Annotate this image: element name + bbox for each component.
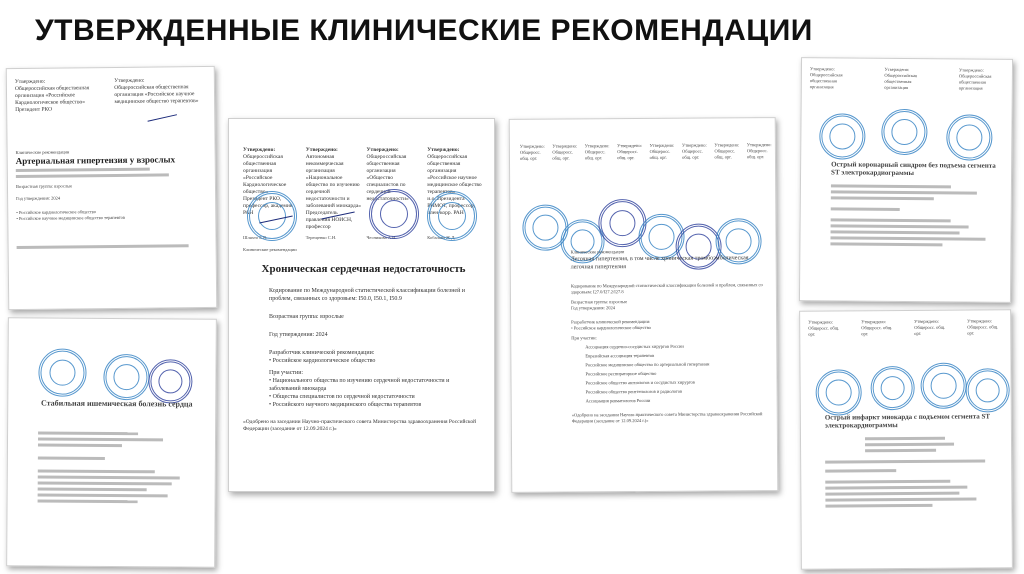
- doc4-approver-col: Утверждено: Общеросс. общ. орг.: [519, 143, 545, 161]
- doc3-approver-2: Утверждено: Автономная некоммерческая организация «Национальное общество по изучению сердечной недостаточности и заболеваний миокарда» Председатель правления НОИСН, профессор: [305, 147, 362, 230]
- doc3-signature-4: Кобалава Ж.Д.: [427, 235, 456, 240]
- doc3-title: Хроническая сердечная недостаточность: [261, 263, 466, 275]
- doc4-approver-col: Утверждено: Общеросс. общ. орг.: [617, 143, 642, 161]
- doc4-title: Легочная гипертензия, в том числе хроническая тромбоэмболическая легочная гипертензия: [570, 255, 749, 271]
- doc5-approver-col: Утверждено: Общероссийская общественная организация: [884, 66, 918, 91]
- stamp: [881, 109, 927, 155]
- doc3-signature-3: Чесникова А.И.: [366, 235, 397, 240]
- doc6-approver-col: Утверждено: Общеросс. общ. орг.: [914, 318, 946, 336]
- doc3-dev: • Российское кардиологическое общество: [269, 358, 376, 364]
- doc4-cr-label: Клинические рекомендации: [570, 249, 625, 255]
- doc6-approver-col: Утверждено: Общеросс. общ. орг.: [967, 318, 999, 336]
- doc3-signature-1: Шляхто Е.В.: [243, 235, 268, 240]
- doc6-approver-col: Утверждено: Общеросс. общ. орг.: [861, 319, 893, 337]
- doc4-approver-col: Утверждено: Общеросс. общ. орг.: [552, 143, 578, 161]
- stamp: [920, 363, 966, 409]
- doc5-approver-col: Утверждено: Общероссийская общественная организация: [958, 67, 992, 91]
- doc4-footer: «Одобрено на заседании Научно-практического совета Министерства здравоохранения Российской Федерации (заседание от 12.09.2024 г.)»: [571, 411, 763, 424]
- doc3-approver-1: Утверждено: Общероссийская общественная организация «Российское Кардиологическое общество» Президент РКО, профессор, академик РАН: [243, 147, 293, 216]
- doc3-cr-label: Клинические рекомендации: [243, 247, 297, 252]
- doc1-age: Возрастная группа: взрослые: [15, 183, 73, 190]
- doc4-approver-col: Утверждено: Общеросс. общ. орг.: [714, 142, 740, 160]
- doc6-title: Острый инфаркт миокарда с подъемом сегмента ST электрокардиограммы: [824, 412, 990, 430]
- doc3-coding: Кодирование по Международной статистической классификации болезней и проблем, связанных со здоровьем: I50.0, I50.1, I50.9: [269, 288, 466, 302]
- doc4-part-5: Российское общество ангиологов и сосудистых хирургов: [585, 379, 695, 386]
- doc3-part-header: При участии:: [269, 370, 304, 376]
- stamp: [966, 368, 1010, 412]
- slide-title: УТВЕРЖДЕННЫЕ КЛИНИЧЕСКИЕ РЕКОМЕНДАЦИИ: [35, 14, 813, 47]
- doc-pulmonary-hypertension: [509, 117, 779, 493]
- doc4-dev-header: Разработчик клинической рекомендации:: [571, 318, 651, 325]
- doc3-approver-4: Утверждено: Общероссийская общественная организация «Российское научное медицинское общество терапевтов» и.о. Президента РНМОТ, профессор, член-корр. РАН: [427, 147, 482, 216]
- stamp: [103, 354, 149, 400]
- doc4-part-2: Евразийская ассоциация терапевтов: [585, 352, 655, 359]
- doc6-approver-col: Утверждено: Общеросс. общ. орг.: [808, 319, 840, 337]
- doc4-part-7: Ассоциация ревматологов России: [585, 397, 651, 404]
- doc1-year: Год утверждения: 2024: [16, 195, 61, 201]
- stamp: [369, 189, 419, 239]
- doc3-dev-header: Разработчик клинической рекомендации:: [269, 350, 375, 356]
- doc4-dev: • Российское кардиологическое общество: [571, 324, 651, 331]
- doc5-approver-col: Утверждено: Общероссийская общественная организация: [809, 66, 843, 90]
- doc4-part-header: При участии:: [571, 335, 597, 341]
- stamp: [946, 114, 992, 160]
- stamp: [427, 191, 477, 241]
- stamp: [870, 366, 914, 410]
- doc4-approver-col: Утверждено: Общеросс. общ. орг.: [584, 143, 610, 161]
- doc4-approver-col: Утверждено: Общеросс. общ. орг.: [746, 142, 772, 160]
- doc4-approver-col: Утверждено: Общеросс. общ. орг.: [649, 142, 675, 160]
- doc3-part-1: • Национального общества по изучению сердечной недостаточности и заболеваний миокарда: [269, 378, 450, 392]
- doc1-title: Артериальная гипертензия у взрослых: [15, 154, 176, 167]
- doc4-coding: Кодирование по Международной статистической классификации болезней и проблем, связанных со здоровьем: I27.0/I27.2/I27.8: [570, 282, 763, 295]
- doc1-approver-right: Утверждено: Общероссийская общественная организация «Российское научное медицинское общество терапевтов»: [114, 77, 199, 105]
- doc3-year: Год утверждения: 2024: [269, 332, 328, 338]
- doc2-title: Стабильная ишемическая болезнь сердца: [40, 398, 193, 409]
- doc3-age: Возрастная группа: взрослые: [269, 314, 344, 320]
- stamp: [148, 359, 192, 403]
- doc-chronic-heart-failure: [228, 118, 495, 492]
- stamp: [38, 348, 86, 396]
- doc4-year: Год утверждения: 2024: [571, 305, 616, 311]
- doc3-part-2: • Общества специалистов по сердечной недостаточности: [269, 394, 415, 400]
- doc-acs-nstemi: [799, 57, 1013, 303]
- doc4-part-1: Ассоциация сердечно-сосудистых хирургов России: [585, 343, 684, 350]
- doc3-signature-2: Терещенко С.Н.: [305, 235, 337, 240]
- doc1-approver-left: Утверждено: Общероссийская общественная организация «Российское Кардиологическое общество» Президент РКО: [14, 78, 90, 114]
- doc-stable-ihd: [6, 317, 217, 567]
- doc1-dev2: • Российское научное медицинское общество терапевтов: [16, 214, 126, 221]
- doc3-footer: «Одобрено на заседании Научно-практического совета Министерства здравоохранения Российской Федерации (заседание от 12.09.2024 г.)»: [243, 419, 477, 432]
- doc1-dev: • Российское кардиологическое общество: [16, 209, 97, 215]
- doc4-approver-col: Утверждено: Общеросс. общ. орг.: [681, 142, 707, 160]
- doc-stemi: [799, 309, 1013, 569]
- stamp: [816, 369, 862, 415]
- doc4-age: Возрастная группа: взрослые: [570, 299, 628, 305]
- doc3-part-3: • Российского научного медицинского общества терапевтов: [269, 402, 422, 408]
- doc4-part-6: Российское общество рентгенологов и радиологов: [585, 388, 683, 395]
- doc4-part-4: Российское респираторное общество: [585, 370, 657, 377]
- doc1-cr-label: Клинические рекомендации: [15, 149, 70, 156]
- doc-arterial-hypertension: [6, 66, 218, 310]
- doc3-approver-3: Утверждено: Общероссийская общественная организация «Общество специалистов по сердечной недостаточности»: [366, 147, 409, 202]
- doc4-part-3: Российское медицинское общество по артериальной гипертонии: [585, 361, 710, 368]
- doc5-title: Острый коронарный синдром без подъема сегмента ST электрокардиограммы: [831, 160, 996, 178]
- stamp: [819, 113, 865, 159]
